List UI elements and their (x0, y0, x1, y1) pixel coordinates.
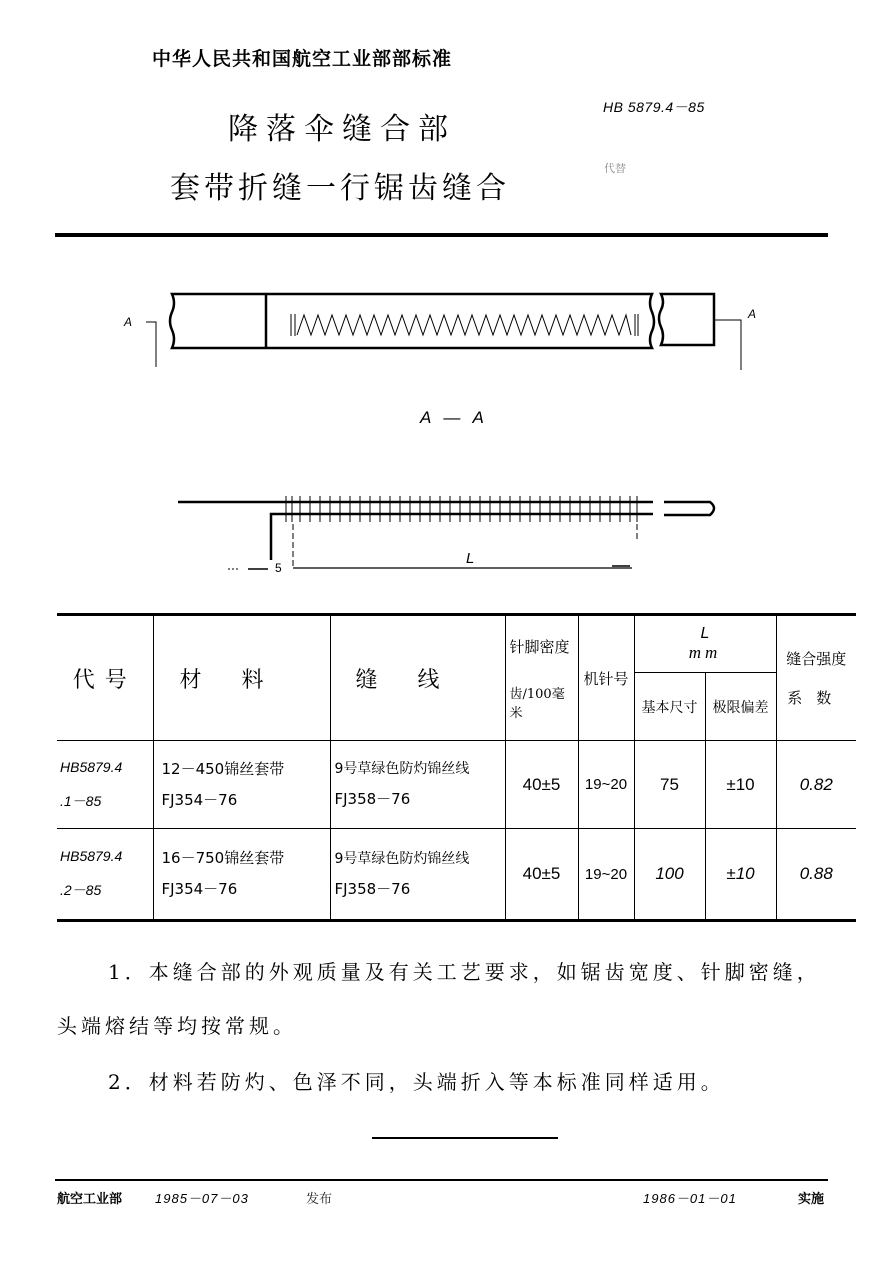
row-code (57, 829, 153, 921)
section-marker-left: A (124, 315, 133, 329)
footer-effective-date: 1986－01－01 (643, 1191, 737, 1206)
header-density-unit: 齿/100毫米 (509, 686, 565, 721)
row-thread-line2: FJ358－76 (334, 879, 411, 898)
header-material: 材料 (153, 615, 330, 741)
footer-effective-label: 实施 (798, 1192, 825, 1207)
row-needle: 19~20 (578, 741, 634, 829)
document-title-line1: 降落伞缝合部 (228, 112, 456, 147)
row-code (57, 741, 153, 829)
header-basic-size: 基本尺寸 (634, 673, 705, 741)
row-needle: 19~20 (578, 829, 634, 921)
footer-divider (55, 1179, 828, 1181)
footer-issuer: 航空工业部 (57, 1192, 123, 1207)
row-thread (330, 829, 505, 921)
row-code-line1: HB5879.4 (60, 848, 123, 864)
row-material-line2: FJ354－76 (161, 880, 238, 898)
row-material-line1: 12－450锦丝套带 (161, 759, 285, 778)
note-2: 2．材料若防灼、色泽不同，头端折入等本标准同样适用。 (108, 1070, 725, 1094)
header-density-label: 针脚密度 (509, 637, 570, 656)
row-tolerance: ±10 (705, 741, 776, 829)
row-density: 40±5 (505, 829, 578, 921)
footer-issue-date: 1985－07－03 (155, 1191, 249, 1206)
row-strength: 0.88 (776, 829, 856, 921)
standard-code: HB 5879.4－85 (603, 99, 705, 115)
dimension-length: L (466, 550, 475, 567)
plan-view (146, 294, 741, 370)
header-L-unit: mm (688, 643, 722, 662)
row-material-line1: 16－750锦丝套带 (161, 849, 285, 867)
row-code-line2: .2－85 (60, 882, 102, 898)
dimension-offset: 5 (275, 561, 282, 575)
section-label: A — A (420, 408, 488, 427)
header-strength (776, 615, 856, 741)
header-L (634, 615, 776, 673)
header-needle-no: 机针号 (578, 615, 634, 741)
row-material-line2: FJ354－76 (161, 790, 238, 809)
footer-issue-label: 发布 (306, 1192, 333, 1207)
document-title-line2: 套带折缝一行锯齿缝合 (170, 171, 510, 206)
seam-diagram (0, 0, 896, 600)
row-thread-line1: 9号草绿色防灼锦丝线 (334, 850, 470, 867)
row-basic-size: 75 (634, 741, 705, 829)
header-tolerance: 极限偏差 (705, 673, 776, 741)
header-code: 代号 (57, 615, 153, 741)
replace-note: 代替 (604, 162, 626, 175)
issuing-organization: 中华人民共和国航空工业部部标准 (152, 48, 453, 70)
table-row (57, 741, 856, 829)
row-code-line2: .1－85 (60, 792, 102, 809)
row-material (153, 829, 330, 921)
note-1: 1．本缝合部的外观质量及有关工艺要求，如锯齿宽度、针脚密缝， (108, 960, 821, 984)
specification-table (57, 613, 856, 922)
table-row (57, 829, 856, 921)
row-thread-line1: 9号草绿色防灼锦丝线 (334, 761, 470, 777)
note-1-continuation: 头端熔结等均按常规。 (57, 1014, 297, 1038)
header-strength-bottom: 系数 (787, 689, 846, 707)
header-L-label: L (700, 625, 710, 642)
row-density: 40±5 (505, 741, 578, 829)
header-strength-top: 缝合强度 (786, 650, 847, 668)
header-stitch-density (505, 615, 578, 741)
row-strength: 0.82 (776, 741, 856, 829)
row-thread-line2: FJ358－76 (334, 790, 411, 808)
row-code-line1: HB5879.4 (60, 758, 123, 775)
row-basic-size: 100 (634, 829, 705, 921)
header-thread: 缝线 (330, 615, 505, 741)
section-view (178, 496, 714, 569)
row-tolerance: ±10 (705, 829, 776, 921)
section-marker-right: A (748, 307, 757, 321)
row-thread (330, 741, 505, 829)
row-material (153, 741, 330, 829)
end-rule (372, 1137, 558, 1139)
